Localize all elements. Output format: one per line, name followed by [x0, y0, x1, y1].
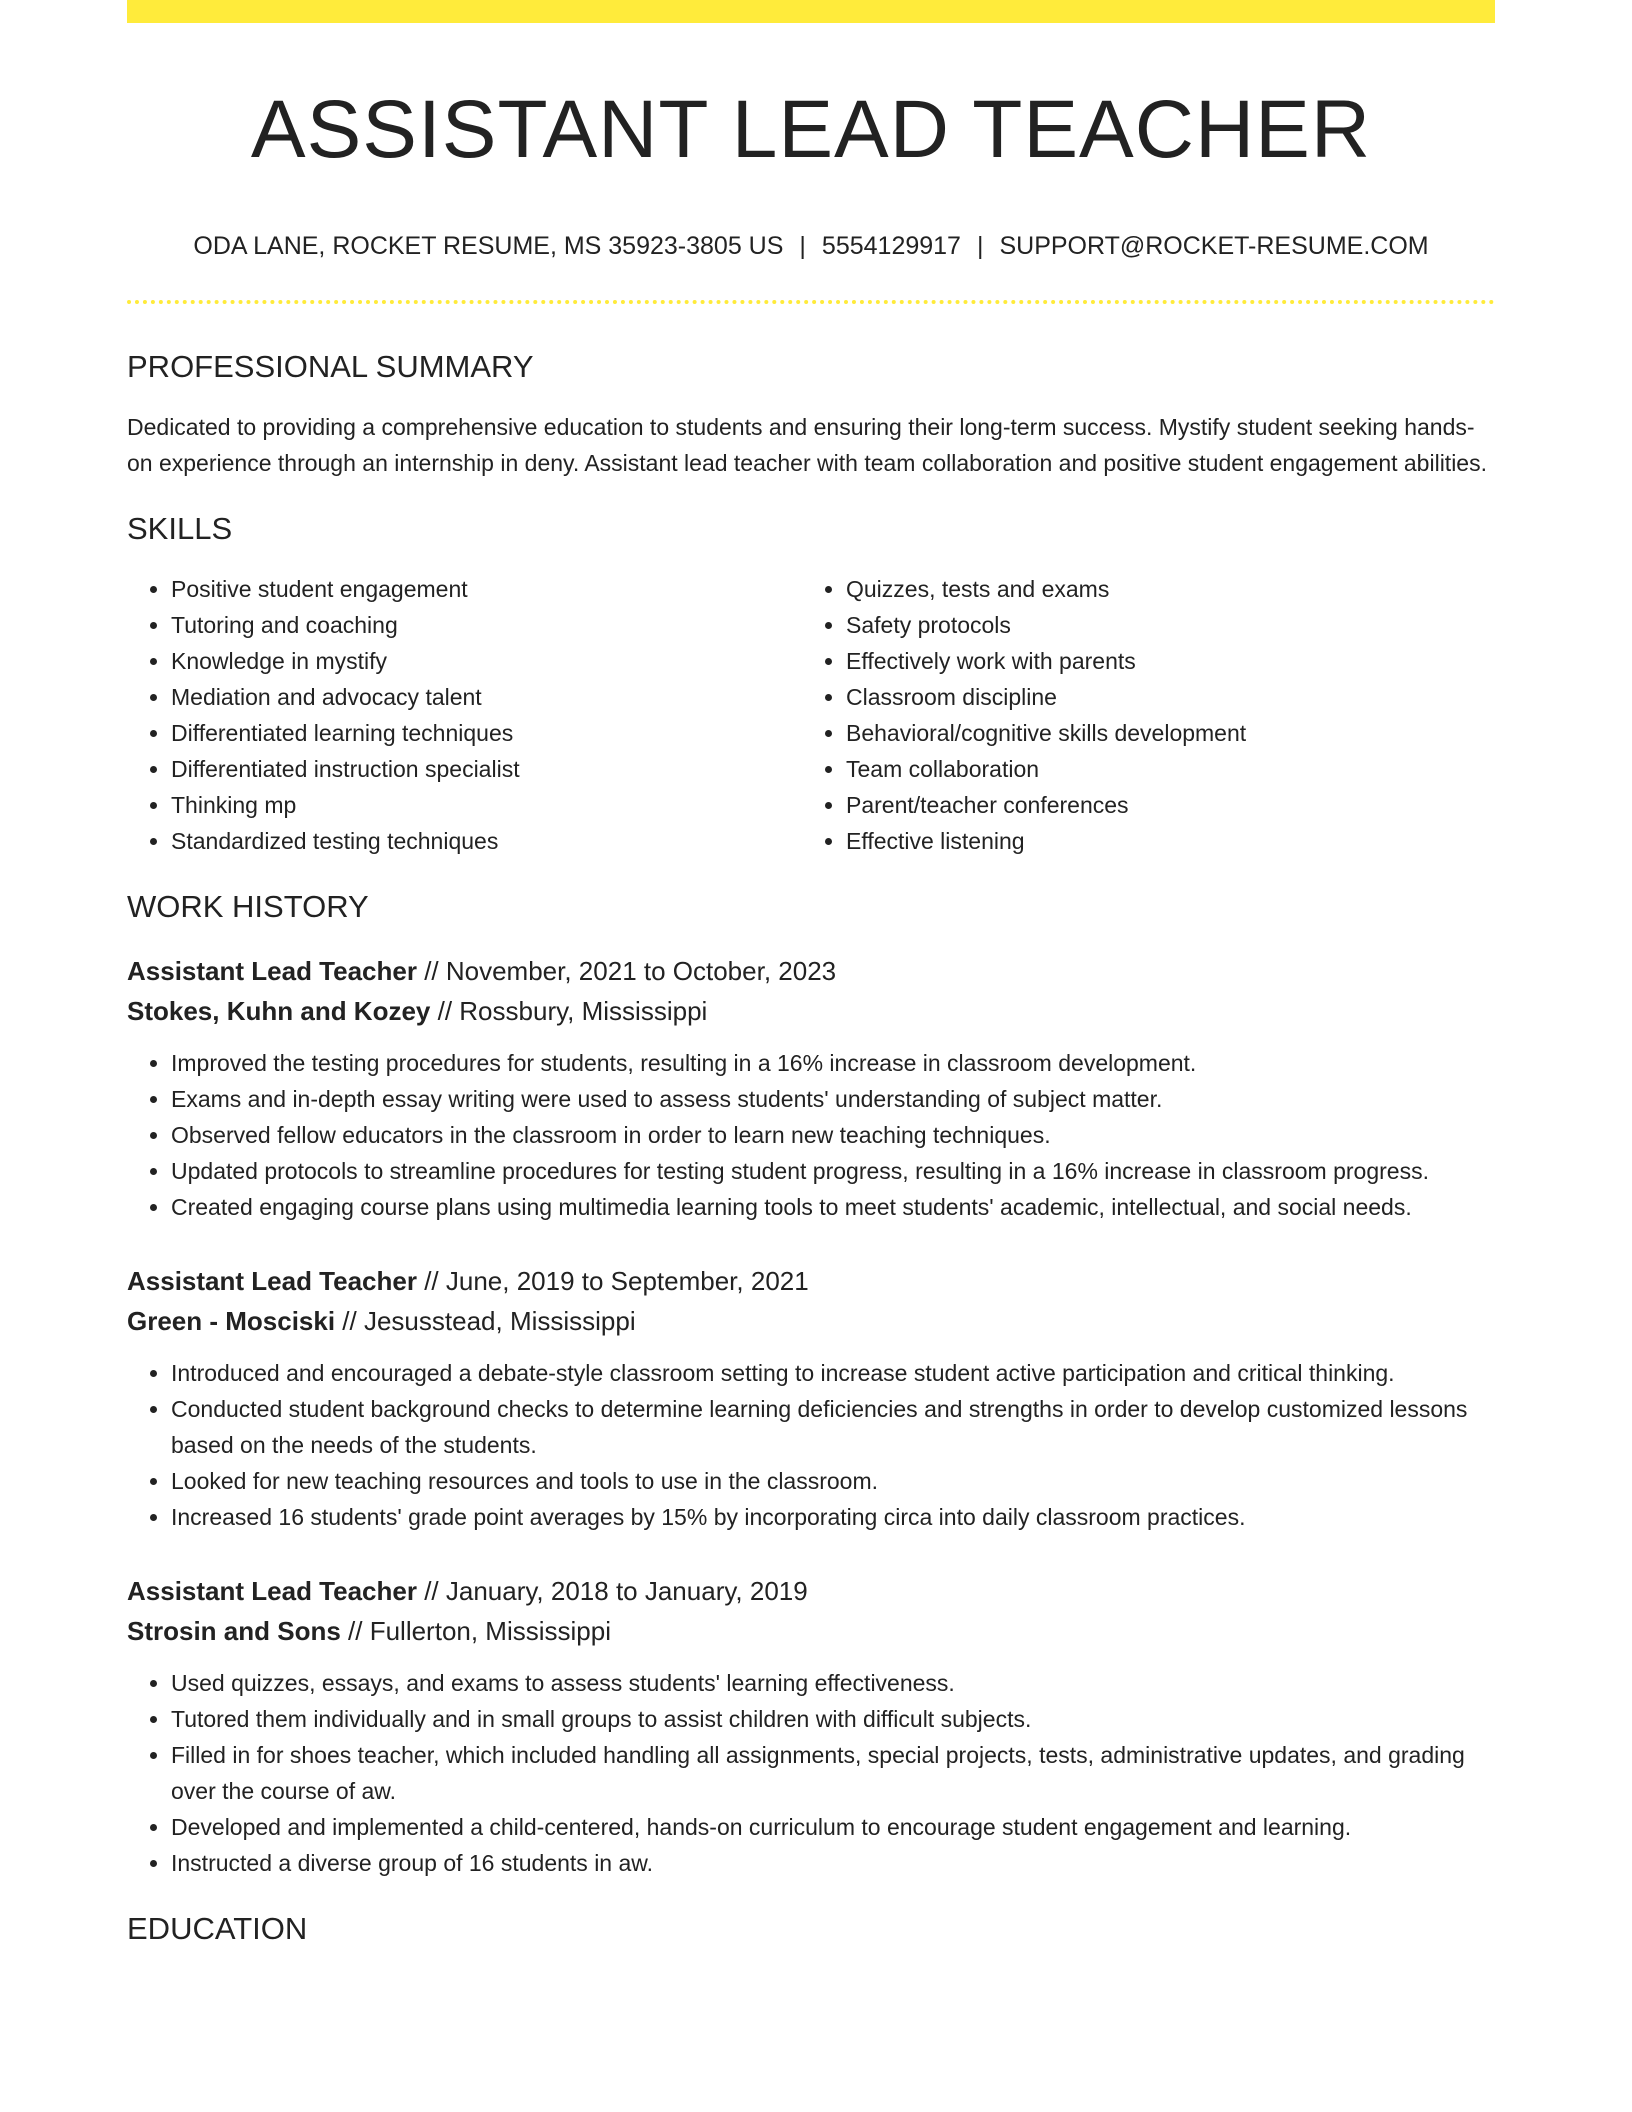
contact-separator: |: [799, 232, 806, 260]
job-bullet: • Used quizzes, essays, and exams to assess students' learning effectiveness.: [171, 1665, 1495, 1701]
skill-item: • Mediation and advocacy talent: [171, 679, 801, 715]
skill-item: • Safety protocols: [846, 607, 1476, 643]
work-history-title: WORK HISTORY: [127, 889, 369, 924]
skill-item: • Quizzes, tests and exams: [846, 571, 1476, 607]
skill-item: • Parent/teacher conferences: [846, 787, 1476, 823]
skills-title: SKILLS: [127, 511, 233, 546]
job-title-line: [127, 951, 1495, 991]
skills-column-right: [801, 571, 1476, 859]
skill-item: • Effectively work with parents: [846, 643, 1476, 679]
contact-email: SUPPORT@ROCKET-RESUME.COM: [999, 232, 1429, 260]
job-bullet: • Filled in for shoes teacher, which included handling all assignments, special projects, tests, administrative updates, and grading over the course of aw.: [171, 1737, 1495, 1809]
skill-item: • Standardized testing techniques: [171, 823, 801, 859]
job-company-line: [127, 1301, 1495, 1341]
job-location: // Jesusstead, Mississippi: [335, 1306, 636, 1336]
skill-item: • Classroom discipline: [846, 679, 1476, 715]
job-role: Assistant Lead Teacher: [127, 1576, 417, 1606]
skill-item: • Behavioral/cognitive skills development: [846, 715, 1476, 751]
job-role: Assistant Lead Teacher: [127, 1266, 417, 1296]
resume-content: [127, 0, 1495, 1947]
job-bullets: [127, 1355, 1495, 1535]
job-entry: [127, 951, 1495, 1225]
job-bullet: • Created engaging course plans using multimedia learning tools to meet students' academic, intellectual, and social needs.: [171, 1189, 1495, 1225]
resume-name: ASSISTANT LEAD TEACHER: [250, 84, 1372, 175]
job-bullet: • Updated protocols to streamline procedures for testing student progress, resulting in a 16% increase in classroom progress.: [171, 1153, 1495, 1189]
skill-item: • Tutoring and coaching: [171, 607, 801, 643]
job-bullet: • Conducted student background checks to determine learning deficiencies and strengths in order to develop customized lessons based on the needs of the students.: [171, 1391, 1495, 1463]
skill-item: • Differentiated learning techniques: [171, 715, 801, 751]
job-dates: // November, 2021 to October, 2023: [416, 956, 837, 986]
skills-column-left: [127, 571, 801, 859]
header-divider: [127, 300, 1495, 304]
job-dates: // January, 2018 to January, 2019: [416, 1576, 808, 1606]
contact-line: [127, 231, 1495, 261]
job-bullet: • Looked for new teaching resources and tools to use in the classroom.: [171, 1463, 1495, 1499]
skill-item: • Knowledge in mystify: [171, 643, 801, 679]
job-bullets: [127, 1045, 1495, 1225]
job-dates: // June, 2019 to September, 2021: [416, 1266, 809, 1296]
summary-title: PROFESSIONAL SUMMARY: [127, 349, 534, 384]
job-company: Stokes, Kuhn and Kozey: [127, 996, 431, 1026]
skill-item: • Team collaboration: [846, 751, 1476, 787]
job-role: Assistant Lead Teacher: [127, 956, 417, 986]
job-entry: [127, 1261, 1495, 1535]
skill-item: • Differentiated instruction specialist: [171, 751, 801, 787]
job-bullet: • Introduced and encouraged a debate-style classroom setting to increase student active participation and critical thinking.: [171, 1355, 1495, 1391]
job-company: Green - Mosciski: [127, 1306, 336, 1336]
job-location: // Rossbury, Mississippi: [430, 996, 708, 1026]
job-location: // Fullerton, Mississippi: [340, 1616, 611, 1646]
skill-item: • Positive student engagement: [171, 571, 801, 607]
contact-address: ODA LANE, ROCKET RESUME, MS 35923-3805 US: [193, 232, 784, 260]
job-bullet: • Developed and implemented a child-centered, hands-on curriculum to encourage student engagement and learning.: [171, 1809, 1495, 1845]
education-title: EDUCATION: [127, 1911, 308, 1946]
skill-item: • Thinking mp: [171, 787, 801, 823]
contact-phone: 5554129917: [821, 232, 961, 260]
skill-item: • Effective listening: [846, 823, 1476, 859]
job-bullet: • Tutored them individually and in small groups to assist children with difficult subjects.: [171, 1701, 1495, 1737]
job-bullet: • Improved the testing procedures for students, resulting in a 16% increase in classroom development.: [171, 1045, 1495, 1081]
contact-separator: |: [976, 232, 984, 260]
job-bullets: [127, 1665, 1495, 1881]
job-title-line: [127, 1261, 1495, 1301]
job-title-line: [127, 1571, 1495, 1611]
skills-list: [127, 571, 1495, 859]
job-bullet: • Instructed a diverse group of 16 students in aw.: [171, 1845, 1495, 1881]
job-bullet: • Exams and in-depth essay writing were used to assess students' understanding of subject matter.: [171, 1081, 1495, 1117]
summary-text: Dedicated to providing a comprehensive education to students and ensuring their long-term success. Mystify student seeking hands-on experience through an internship in deny. Assistant lead teacher with team collaboration and positive student engagement abilities.: [127, 414, 1487, 476]
job-bullet: • Increased 16 students' grade point averages by 15% by incorporating circa into daily classroom practices.: [171, 1499, 1495, 1535]
job-company-line: [127, 991, 1495, 1031]
job-entry: [127, 1571, 1495, 1881]
job-company: Strosin and Sons: [127, 1616, 341, 1646]
job-company-line: [127, 1611, 1495, 1651]
job-bullet: • Observed fellow educators in the classroom in order to learn new teaching techniques.: [171, 1117, 1495, 1153]
